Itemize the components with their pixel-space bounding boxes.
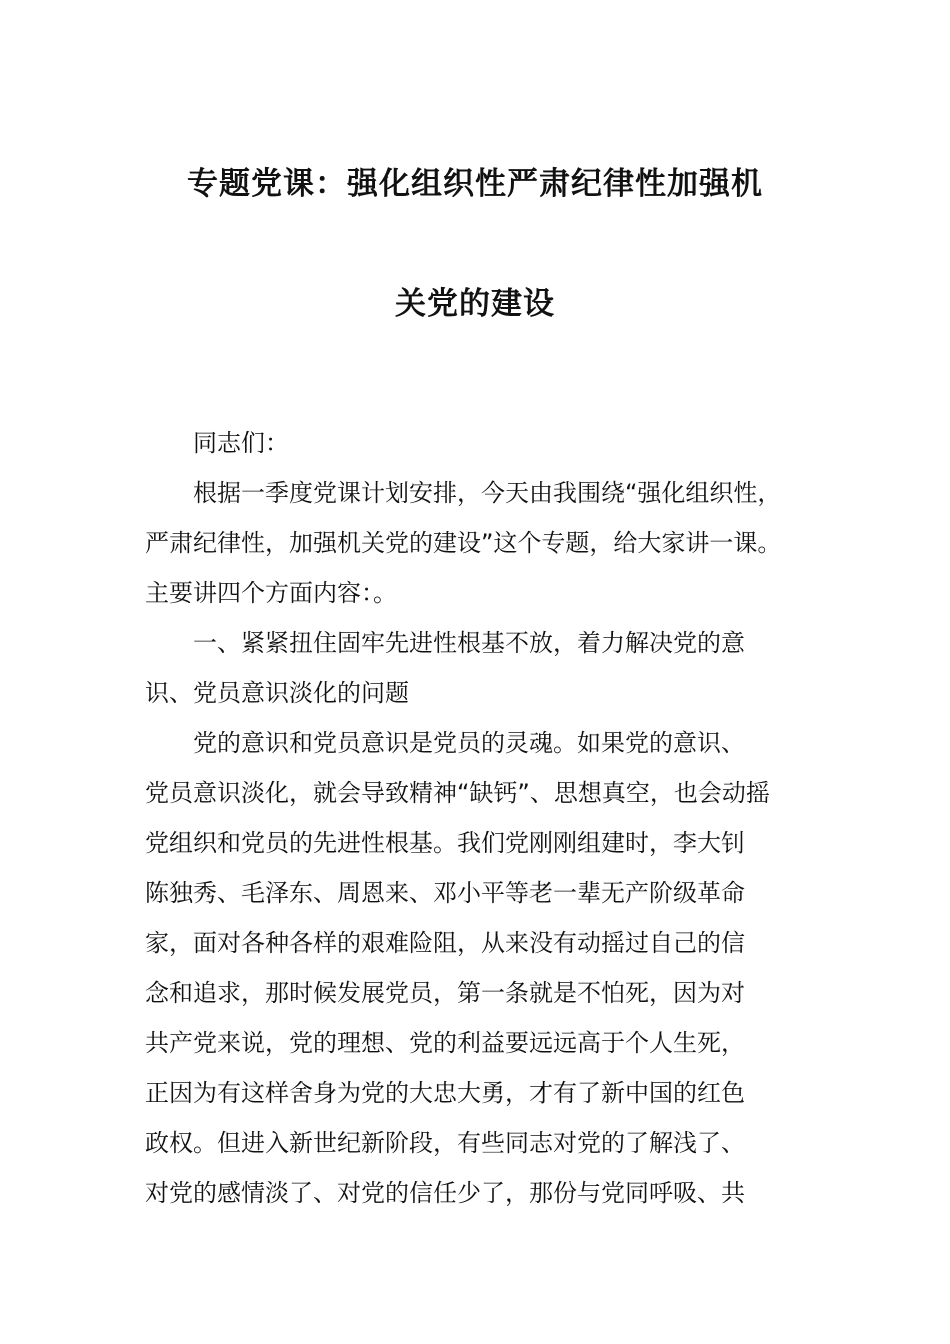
body-line: 念和追求，那时候发展党员，第一条就是不怕死，因为对	[145, 979, 745, 1007]
body-line: 党的意识和党员意识是党员的灵魂。如果党的意识、	[193, 729, 745, 757]
body-line: 党员意识淡化，就会导致精神“缺钙”、思想真空，也会动摇	[145, 779, 770, 807]
body-line: 陈独秀、毛泽东、周恩来、邓小平等老一辈无产阶级革命	[145, 879, 745, 907]
body-line: 主要讲四个方面内容：。	[145, 579, 397, 607]
document-title-line-2: 关党的建设	[395, 286, 555, 322]
body-line: 共产党来说，党的理想、党的利益要远远高于个人生死，	[145, 1029, 745, 1057]
body-line: 对党的感情淡了、对党的信任少了，那份与党同呼吸、共	[145, 1179, 745, 1207]
section-heading-line: 识、党员意识淡化的问题	[145, 679, 409, 707]
document-title-line-1: 专题党课：强化组织性严肃纪律性加强机	[187, 166, 763, 202]
section-heading-line: 一、紧紧扭住固牢先进性根基不放，着力解决党的意	[193, 629, 745, 657]
body-line: 同志们：	[193, 429, 289, 457]
body-line: 严肃纪律性，加强机关党的建设”这个专题，给大家讲一课。	[145, 529, 782, 557]
body-line: 家，面对各种各样的艰难险阻，从来没有动摇过自己的信	[145, 929, 745, 957]
body-line: 党组织和党员的先进性根基。我们党刚刚组建时，李大钊	[145, 829, 745, 857]
document-body	[145, 418, 835, 1218]
body-line: 政权。但进入新世纪新阶段，有些同志对党的了解浅了、	[145, 1129, 745, 1157]
body-line: 正因为有这样舍身为党的大忠大勇，才有了新中国的红色	[145, 1079, 745, 1107]
body-line: 根据一季度党课计划安排，今天由我围绕“强化组织性，	[193, 479, 782, 507]
